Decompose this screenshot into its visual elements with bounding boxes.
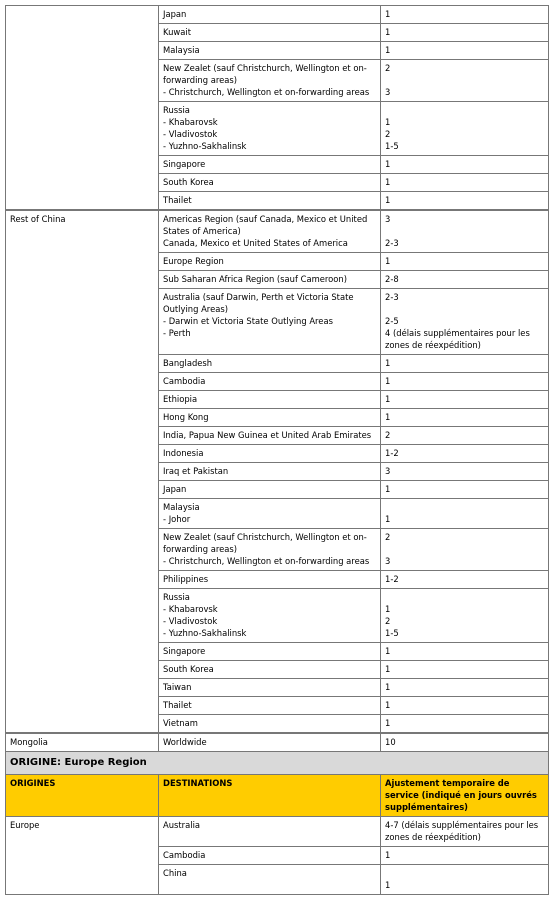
column-header-adjustment: Ajustement temporaire de service (indiqué en jours ouvrés supplémentaires): [381, 775, 549, 817]
adjustment-cell: [381, 211, 549, 253]
adjustment-cell: 1: [381, 481, 549, 499]
adjustment-cell: [381, 499, 549, 529]
destination-cell: Europe Region: [159, 253, 381, 271]
adjustment-sub: 1-5: [385, 628, 399, 638]
service-adjustment-document: [5, 5, 548, 895]
destination-cell: [159, 102, 381, 156]
destination-sub: - Khabarovsk: [163, 603, 376, 615]
mongolia-table: [5, 733, 549, 895]
adjustment-cell: 1: [381, 679, 549, 697]
origin-cell-continued: [6, 6, 159, 210]
adjustment-cell: 1: [381, 643, 549, 661]
adjustment-main: 3: [385, 214, 391, 224]
destination-cell: Thailet: [159, 192, 381, 210]
destination-cell: Japan: [159, 6, 381, 24]
adjustment-cell: 1: [381, 42, 549, 60]
adjustment-sub: 2: [385, 616, 391, 626]
destination-cell: Indonesia: [159, 445, 381, 463]
destination-sub: - Vladivostok: [163, 615, 376, 627]
adjustment-cell: [381, 289, 549, 355]
adjustment-cell: 1: [381, 253, 549, 271]
destination-main: New Zealet (sauf Christchurch, Wellington et on-forwarding areas): [163, 532, 367, 554]
adjustment-sub: 3: [385, 87, 391, 97]
destination-cell: Ethiopia: [159, 391, 381, 409]
table-row: [6, 211, 549, 253]
adjustment-main: 2: [385, 532, 391, 542]
destination-cell: [159, 529, 381, 571]
destination-main: Malaysia: [163, 502, 200, 512]
column-header-row: [6, 775, 549, 817]
destination-cell: Malaysia: [159, 42, 381, 60]
destination-main: Americas Region (sauf Canada, Mexico et United States of America): [163, 214, 368, 236]
destination-cell: Hong Kong: [159, 409, 381, 427]
adjustment-cell: [381, 60, 549, 102]
adjustment-cell: 1-2: [381, 445, 549, 463]
adjustment-cell: 1: [381, 355, 549, 373]
adjustment-cell: 1: [381, 661, 549, 679]
adjustment-sub: 2-5: [385, 316, 399, 326]
adjustment-cell: 1: [381, 6, 549, 24]
adjustment-cell: 1: [381, 697, 549, 715]
adjustment-main: 2: [385, 63, 391, 73]
destination-cell: [159, 60, 381, 102]
destination-cell: Kuwait: [159, 24, 381, 42]
adjustment-cell: 1: [381, 24, 549, 42]
destination-cell: Sub Saharan Africa Region (sauf Cameroon): [159, 271, 381, 289]
destination-cell: [159, 589, 381, 643]
adjustment-sub: 1: [385, 514, 391, 524]
destination-sub: - Johor: [163, 513, 376, 525]
adjustment-cell: 1: [381, 847, 549, 865]
destination-cell: Bangladesh: [159, 355, 381, 373]
adjustment-main: 2-3: [385, 238, 399, 248]
destination-cell: [159, 289, 381, 355]
destination-cell: Philippines: [159, 571, 381, 589]
destination-sub: - Vladivostok: [163, 128, 376, 140]
adjustment-value: 1: [385, 880, 391, 890]
adjustment-cell: 1: [381, 156, 549, 174]
destination-cell: Worldwide: [159, 734, 381, 752]
destination-sub: - Yuzhno-Sakhalinsk: [163, 140, 376, 152]
adjustment-cell: 1: [381, 174, 549, 192]
destination-main: Russia: [163, 592, 190, 602]
adjustment-cell: 1: [381, 715, 549, 733]
adjustment-cell: [381, 102, 549, 156]
destination-cell: South Korea: [159, 174, 381, 192]
rest-of-china-table: [5, 210, 549, 733]
destination-cell: Vietnam: [159, 715, 381, 733]
section-header-row: [6, 752, 549, 775]
adjustment-cell: 4-7 (délais supplémentaires pour les zones de réexpédition): [381, 817, 549, 847]
destination-cell: Singapore: [159, 643, 381, 661]
destination-cell: South Korea: [159, 661, 381, 679]
adjustment-sub: 2: [385, 129, 391, 139]
destination-sub: - Darwin et Victoria State Outlying Areas: [163, 315, 376, 327]
adjustment-sub: 1: [385, 117, 391, 127]
adjustment-cell: [381, 865, 549, 895]
adjustment-cell: [381, 529, 549, 571]
destination-cell: Australia: [159, 817, 381, 847]
adjustment-cell: 3: [381, 463, 549, 481]
destination-cell: China: [159, 865, 381, 895]
table-row: [6, 734, 549, 752]
adjustment-sub: 1: [385, 604, 391, 614]
adjustment-cell: 1: [381, 391, 549, 409]
adjustment-sub: 3: [385, 556, 391, 566]
adjustment-cell: [381, 589, 549, 643]
destination-main: New Zealet (sauf Christchurch, Wellington et on-forwarding areas): [163, 63, 367, 85]
table-row: [6, 6, 549, 24]
origin-cell: Rest of China: [6, 211, 159, 733]
adjustment-main: 2-3: [385, 292, 399, 302]
adjustment-cell: 2-8: [381, 271, 549, 289]
adjustment-sub: 1-5: [385, 141, 399, 151]
destination-cell: Japan: [159, 481, 381, 499]
table-row: [6, 817, 549, 847]
destination-sub: - Khabarovsk: [163, 116, 376, 128]
destination-sub: - Christchurch, Wellington et on-forwarding areas: [163, 555, 376, 567]
destination-main: Russia: [163, 105, 190, 115]
destination-cell: Cambodia: [159, 373, 381, 391]
origin-cell: Mongolia: [6, 734, 159, 752]
destination-cell: [159, 211, 381, 253]
adjustment-cell: 1-2: [381, 571, 549, 589]
adjustment-cell: 1: [381, 409, 549, 427]
destination-sub: - Christchurch, Wellington et on-forwarding areas: [163, 86, 376, 98]
adjustment-cell: 10: [381, 734, 549, 752]
destination-cell: Iraq et Pakistan: [159, 463, 381, 481]
column-header-origins: ORIGINES: [6, 775, 159, 817]
destination-sub: - Perth: [163, 327, 376, 339]
destination-cell: Thailet: [159, 697, 381, 715]
adjustment-cell: 1: [381, 192, 549, 210]
destination-main: Canada, Mexico et United States of America: [163, 238, 348, 248]
destination-cell: Singapore: [159, 156, 381, 174]
section-title: ORIGINE: Europe Region: [6, 752, 549, 775]
destination-cell: Cambodia: [159, 847, 381, 865]
column-header-destinations: DESTINATIONS: [159, 775, 381, 817]
destination-sub: - Yuzhno-Sakhalinsk: [163, 627, 376, 639]
adjustment-cell: 2: [381, 427, 549, 445]
adjustment-cell: 1: [381, 373, 549, 391]
destination-cell: Taiwan: [159, 679, 381, 697]
destination-cell: India, Papua New Guinea et United Arab Emirates: [159, 427, 381, 445]
destination-cell: [159, 499, 381, 529]
service-adjustment-table: [5, 5, 549, 210]
origin-cell: Europe: [6, 817, 159, 895]
adjustment-sub: 4 (délais supplémentaires pour les zones de réexpédition): [385, 328, 530, 350]
destination-main: Australia (sauf Darwin, Perth et Victoria State Outlying Areas): [163, 292, 354, 314]
